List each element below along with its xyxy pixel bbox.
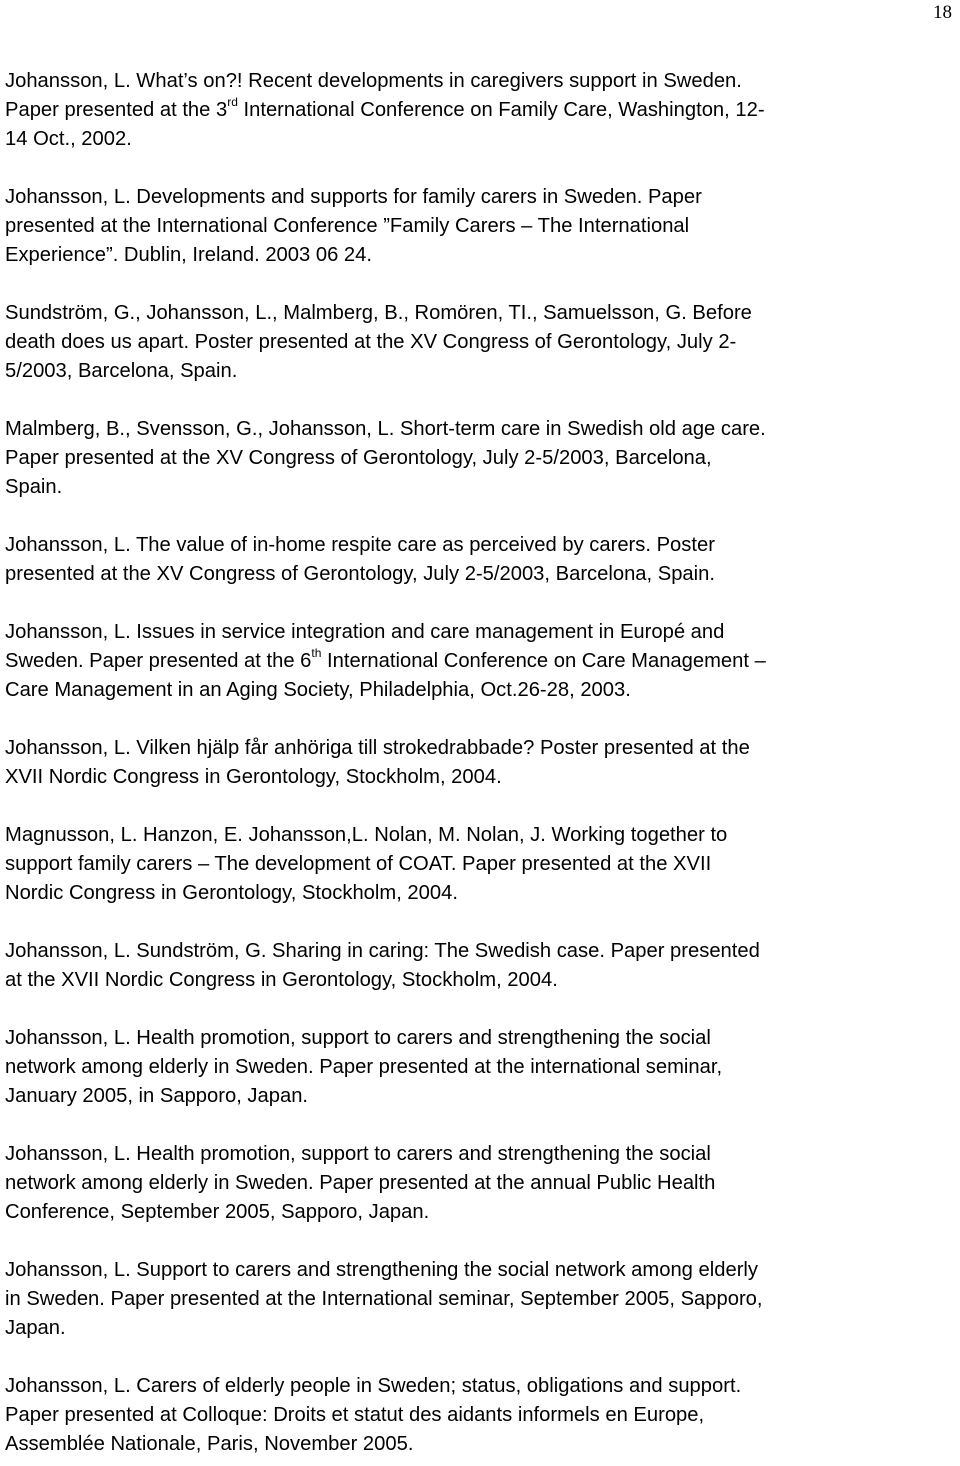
reference-text: Malmberg, B., Svensson, G., Johansson, L. Short-term care in Swedish old age care.	[5, 418, 766, 440]
reference-text: Johansson, L. Carers of elderly people in Sweden; status, obligations and support.	[5, 1375, 742, 1397]
reference-text: Sweden. Paper presented at the 6	[5, 650, 312, 672]
reference-line	[5, 1082, 955, 1111]
reference-text: Johansson, L. Health promotion, support to carers and strengthening the social	[5, 1027, 711, 1049]
reference-entry	[5, 1140, 955, 1227]
reference-entry	[5, 183, 955, 270]
reference-text: Johansson, L. Developments and supports for family carers in Sweden. Paper	[5, 186, 702, 208]
reference-text: Johansson, L. Sundström, G. Sharing in caring: The Swedish case. Paper presented	[5, 940, 760, 962]
reference-line	[5, 966, 955, 995]
reference-entry	[5, 1024, 955, 1111]
reference-text: Sundström, G., Johansson, L., Malmberg, B., Romören, TI., Samuelsson, G. Before	[5, 302, 752, 324]
reference-entry	[5, 415, 955, 502]
reference-text: at the XVII Nordic Congress in Gerontology, Stockholm, 2004.	[5, 969, 558, 991]
reference-entry	[5, 299, 955, 386]
reference-text: in Sweden. Paper presented at the International seminar, September 2005, Sapporo,	[5, 1288, 763, 1310]
reference-line	[5, 1053, 955, 1082]
reference-line	[5, 937, 955, 966]
reference-text: Conference, September 2005, Sapporo, Japan.	[5, 1201, 430, 1223]
reference-text: Experience”. Dublin, Ireland. 2003 06 24.	[5, 244, 372, 266]
reference-line	[5, 328, 955, 357]
reference-line	[5, 821, 955, 850]
reference-line	[5, 1314, 955, 1343]
reference-line	[5, 1140, 955, 1169]
ordinal-superscript: rd	[227, 95, 238, 110]
reference-text: International Conference on Family Care, Washington, 12-	[237, 99, 765, 121]
reference-text: Assemblée Nationale, Paris, November 2005.	[5, 1433, 414, 1455]
reference-line	[5, 763, 955, 792]
reference-line	[5, 1256, 955, 1285]
reference-text: Paper presented at Colloque: Droits et statut des aidants informels en Europe,	[5, 1404, 705, 1426]
reference-text: Paper presented at the 3	[5, 99, 228, 121]
reference-text: network among elderly in Sweden. Paper presented at the international seminar,	[5, 1056, 723, 1078]
reference-line	[5, 647, 955, 676]
reference-line	[5, 299, 955, 328]
reference-text: Johansson, L. The value of in-home respite care as perceived by carers. Poster	[5, 534, 715, 556]
reference-text: Care Management in an Aging Society, Philadelphia, Oct.26-28, 2003.	[5, 679, 631, 701]
reference-line	[5, 879, 955, 908]
page-number: 18	[933, 2, 952, 23]
reference-text: 14 Oct., 2002.	[5, 128, 132, 150]
reference-entry	[5, 1372, 955, 1459]
reference-text: International Conference on Care Management –	[321, 650, 766, 672]
reference-line	[5, 1430, 955, 1459]
reference-line	[5, 1024, 955, 1053]
reference-line	[5, 560, 955, 589]
reference-line	[5, 676, 955, 705]
reference-line	[5, 96, 955, 125]
reference-line	[5, 1401, 955, 1430]
reference-line	[5, 473, 955, 502]
reference-text: XVII Nordic Congress in Gerontology, Stockholm, 2004.	[5, 766, 502, 788]
reference-text: Johansson, L. Health promotion, support to carers and strengthening the social	[5, 1143, 711, 1165]
ordinal-superscript: th	[311, 646, 322, 661]
reference-line	[5, 850, 955, 879]
reference-line	[5, 1372, 955, 1401]
reference-text: presented at the XV Congress of Gerontology, July 2-5/2003, Barcelona, Spain.	[5, 563, 715, 585]
reference-entry	[5, 531, 955, 589]
reference-text: Johansson, L. Support to carers and strengthening the social network among elderly	[5, 1259, 758, 1281]
reference-line	[5, 444, 955, 473]
reference-entry	[5, 67, 955, 154]
reference-line	[5, 618, 955, 647]
reference-text: Nordic Congress in Gerontology, Stockholm, 2004.	[5, 882, 458, 904]
reference-text: 5/2003, Barcelona, Spain.	[5, 360, 238, 382]
reference-line	[5, 67, 955, 96]
reference-entry	[5, 821, 955, 908]
reference-text: Magnusson, L. Hanzon, E. Johansson,L. Nolan, M. Nolan, J. Working together to	[5, 824, 728, 846]
reference-line	[5, 1285, 955, 1314]
reference-line	[5, 183, 955, 212]
reference-text: Spain.	[5, 476, 63, 498]
reference-entry	[5, 734, 955, 792]
reference-line	[5, 415, 955, 444]
reference-line	[5, 531, 955, 560]
reference-line	[5, 1198, 955, 1227]
reference-text: January 2005, in Sapporo, Japan.	[5, 1085, 309, 1107]
reference-text: network among elderly in Sweden. Paper presented at the annual Public Health	[5, 1172, 716, 1194]
reference-line	[5, 1169, 955, 1198]
reference-text: Japan.	[5, 1317, 66, 1339]
reference-list	[5, 67, 955, 1459]
reference-line	[5, 734, 955, 763]
reference-entry	[5, 618, 955, 705]
reference-entry	[5, 937, 955, 995]
reference-text: presented at the International Conference ”Family Carers – The International	[5, 215, 690, 237]
reference-line	[5, 125, 955, 154]
reference-text: Johansson, L. Vilken hjälp får anhöriga till strokedrabbade? Poster presented at the	[5, 737, 750, 759]
reference-line	[5, 212, 955, 241]
reference-line	[5, 357, 955, 386]
reference-entry	[5, 1256, 955, 1343]
reference-text: support family carers – The development of COAT. Paper presented at the XVII	[5, 853, 712, 875]
reference-text: Johansson, L. Issues in service integration and care management in Europé and	[5, 621, 725, 643]
reference-text: Paper presented at the XV Congress of Gerontology, July 2-5/2003, Barcelona,	[5, 447, 712, 469]
reference-text: death does us apart. Poster presented at the XV Congress of Gerontology, July 2-	[5, 331, 737, 353]
reference-line	[5, 241, 955, 270]
reference-text: Johansson, L. What’s on?! Recent developments in caregivers support in Sweden.	[5, 70, 742, 92]
